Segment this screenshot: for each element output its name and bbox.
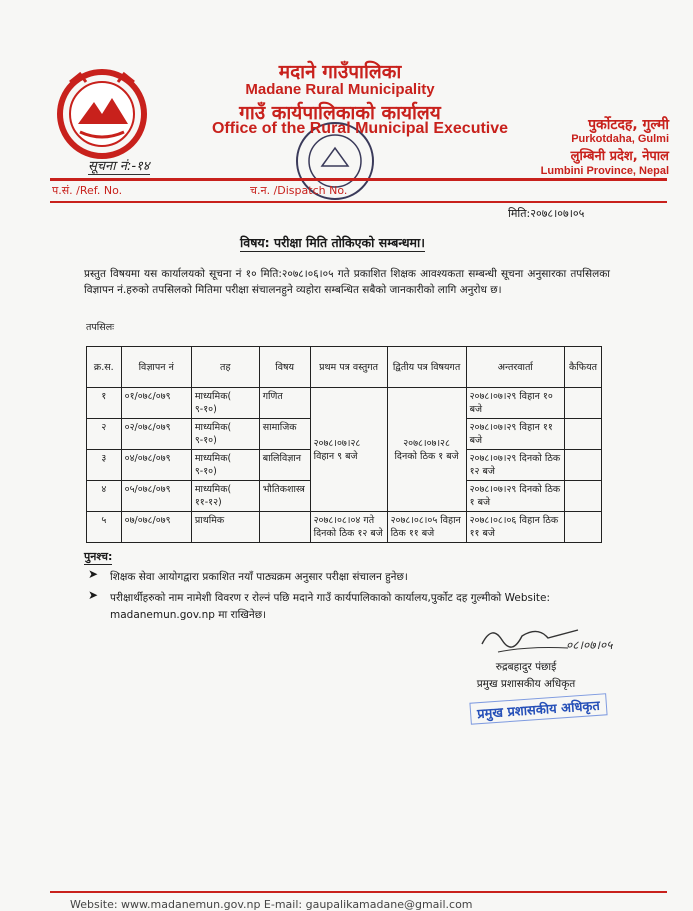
header-rule-bottom [50,201,667,203]
cell-subject [259,512,310,543]
address-np-1: पुर्कोटदह, गुल्मी [588,117,669,133]
cell-paper2: २०७८।०८।०५ विहान ठिक ११ बजे [387,512,466,543]
title-np: मदाने गाउँपालिका [278,61,402,83]
cell-subject: सामाजिक [259,419,310,450]
cell-level: प्राथमिक [191,512,259,543]
notice-number: सूचना नं:-१४ [88,156,150,175]
table-row [87,512,602,543]
header-rule-top [50,178,667,181]
cell-interview: २०७८।०७।२९ दिनको ठिक १२ बजे [466,450,564,481]
cell-sn: ४ [87,481,122,512]
cell-ad: ०५/०७८/०७९ [121,481,191,512]
cell-remarks [565,419,602,450]
signatory-title: प्रमुख प्रशासकीय अधिकृत [476,678,576,690]
cell-paper2-merged: २०७८।०७।२८ दिनको ठिक १ बजे [387,388,466,512]
cell-paper1-merged: २०७८।०७।२८ विहान ९ बजे [310,388,387,512]
ref-number-label: प.सं. /Ref. No. [52,184,123,197]
cell-remarks [565,481,602,512]
table-header-row [87,347,602,388]
cell-ad: ०७/०७८/०७९ [121,512,191,543]
col-header-paper1: प्रथम पत्र वस्तुगत [310,347,387,388]
cell-sn: १ [87,388,122,419]
note-item-2: परीक्षार्थीहरुको नाम नामेशी विवरण र रोल्नं पछि मदाने गाउँ कार्यपालिकाको कार्यालय,पुर्कोट दह गुल्मीको Website: madanemun.gov.np मा राखिनेछ। [110,592,551,621]
cell-interview: २०७८।०७।२९ विहान १० बजे [466,388,564,419]
footer-contact: Website: www.madanemun.gov.np E-mail: gaupalikamadane@gmail.com [70,898,473,911]
address-en-1: Purkotdaha, Gulmi [571,133,669,145]
notes-heading: पुनश्च: [84,550,113,563]
document-date: मिति:२०७८।०७।०५ [508,207,585,220]
arrow-bullet-icon: ➤ [88,588,99,602]
cell-ad: ०१/०७८/०७९ [121,388,191,419]
office-np: गाउँ कार्यपालिकाको कार्यालय [239,102,441,124]
address-en-2: Lumbini Province, Nepal [540,165,669,177]
col-header-sn: क्र.स. [87,347,122,388]
cell-sn: ३ [87,450,122,481]
cell-interview: २०७८।०७।२९ विहान ११ बजे [466,419,564,450]
arrow-bullet-icon: ➤ [88,567,99,581]
col-header-remarks: कैफियत [565,347,602,388]
title-en: Madane Rural Municipality [245,81,435,98]
col-header-paper2: द्वितीय पत्र विषयगत [387,347,466,388]
address-np-2: लुम्बिनी प्रदेश, नेपाल [570,149,669,164]
cell-level: माध्यमिक( ९-१०) [191,388,259,419]
cell-interview: २०७८।०८।०६ विहान ठिक ११ बजे [466,512,564,543]
cell-remarks [565,512,602,543]
body-paragraph: प्रस्तुत विषयमा यस कार्यालयको सूचना नं १० मिति:२०७८।०६।०५ गते प्रकाशित शिक्षक आवश्यकता सम्बन्धी सूचना अनुसारका तपसिलका विज्ञापन नं.हरुको तपसिलको मितिमा परीक्षा संचालनहुने व्यहोरा सम्बन्धित सबैको जानकारीको लागि अनुरोध छ। [84,268,610,296]
signatory-name: रुद्रबहादुर पंछाई [495,661,557,673]
note-item-1: शिक्षक सेवा आयोगद्वारा प्रकाशित नयाँ पाठ्यक्रम अनुसार परीक्षा संचालन हुनेछ। [110,571,408,583]
cell-level: माध्यमिक( ९-१०) [191,450,259,481]
col-header-ad: विज्ञापन नं [121,347,191,388]
nepal-emblem-icon [50,62,154,166]
cell-ad: ०४/०७८/०७९ [121,450,191,481]
cell-remarks [565,388,602,419]
signature-date: ०८।०७।०५ [566,638,613,652]
cell-level: माध्यमिक( ११-१२) [191,481,259,512]
cell-subject: बालिविज्ञान [259,450,310,481]
cell-level: माध्यमिक( ९-१०) [191,419,259,450]
cell-remarks [565,450,602,481]
cell-sn: ५ [87,512,122,543]
cell-subject: भौतिकशास्त्र [259,481,310,512]
table-row [87,388,602,419]
col-header-subject: विषय [259,347,310,388]
cell-sn: २ [87,419,122,450]
cell-subject: गणित [259,388,310,419]
cell-paper1: २०७८।०८।०४ गते दिनको ठिक १२ बजे [310,512,387,543]
tapasil-label: तपसिलः [86,322,115,333]
cell-ad: ०२/०७८/०७९ [121,419,191,450]
subject-line: विषय: परीक्षा मिति तोकिएको सम्बन्धमा। [240,235,425,250]
col-header-level: तह [191,347,259,388]
office-en: Office of the Rural Municipal Executive [211,120,509,137]
designation-stamp: प्रमुख प्रशासकीय अधिकृत [469,693,607,724]
exam-schedule-table [86,346,602,543]
footer-rule [50,891,667,893]
dispatch-number-label: च.न. /Dispatch No. [250,184,348,197]
cell-interview: २०७८।०७।२९ दिनको ठिक १ बजे [466,481,564,512]
col-header-interview: अन्तरवार्ता [466,347,564,388]
